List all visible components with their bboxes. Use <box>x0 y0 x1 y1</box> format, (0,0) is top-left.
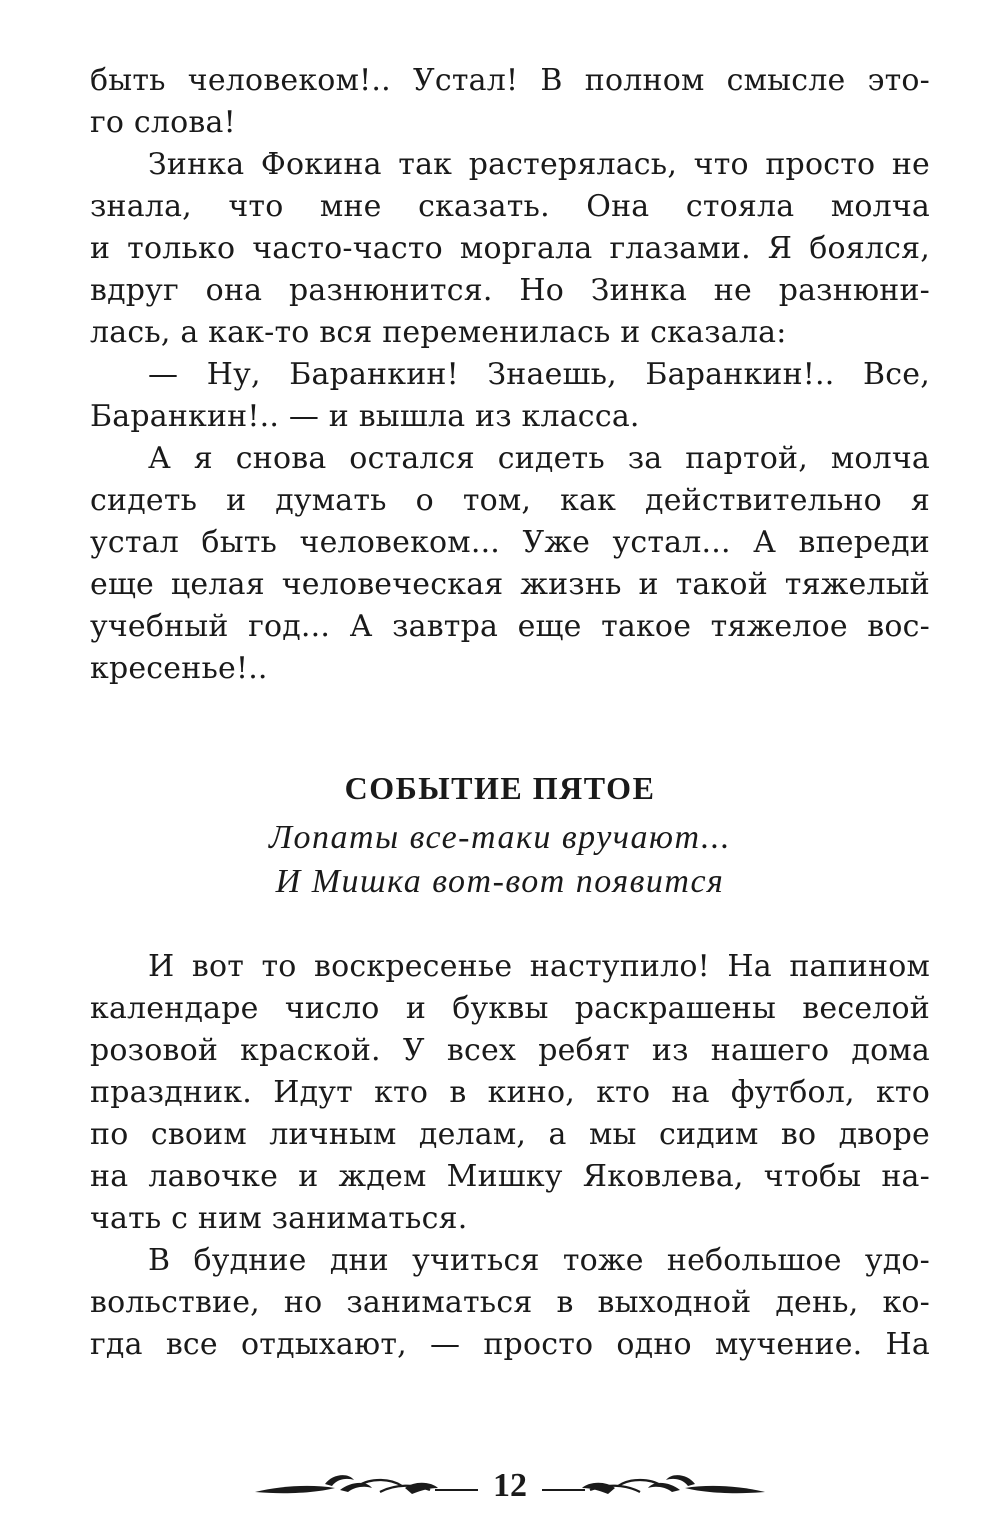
text-line: еще целая человеческая жизнь и такой тяжелый <box>90 567 930 602</box>
chapter-subtitle-line-2: И Мишка вот-вот появится <box>275 863 725 900</box>
text-line: — Ну, Баранкин! Знаешь, Баранкин!.. Все, <box>148 357 930 392</box>
text-line: В будние дни учиться тоже небольшое удо- <box>148 1243 930 1278</box>
text-line: на лавочке и ждем Мишку Яковлева, чтобы на- <box>90 1159 930 1194</box>
text-line: Баранкин!.. — и вышла из класса. <box>90 399 640 434</box>
text-line: по своим личным делам, а мы сидим во дворе <box>90 1117 930 1152</box>
page-number: 12 <box>493 1467 527 1504</box>
text-line: кресенье!.. <box>90 651 268 686</box>
text-line: праздник. Идут кто в кино, кто на футбол, кто <box>90 1075 930 1110</box>
text-line: И вот то воскресенье наступило! На папином <box>148 949 930 984</box>
text-line: Зинка Фокина так растерялась, что просто не <box>148 147 930 182</box>
text-line: календаре число и буквы раскрашены веселой <box>90 991 930 1026</box>
text-line: гда все отдыхают, — просто одно мучение. На <box>90 1327 930 1362</box>
text-line: вдруг она разнюнится. Но Зинка не разнюни- <box>90 273 930 308</box>
text-line: А я снова остался сидеть за партой, молча <box>148 441 930 476</box>
text-line: сидеть и думать о том, как действительно я <box>90 483 930 518</box>
text-line: вольствие, но заниматься в выходной день, ко- <box>90 1285 930 1320</box>
chapter-title: СОБЫТИЕ ПЯТОЕ <box>344 770 656 806</box>
text-line: лась, а как-то вся переменилась и сказала: <box>90 315 787 350</box>
chapter-subtitle-line-1: Лопаты все-таки вручают... <box>269 819 731 856</box>
text-line: розовой краской. У всех ребят из нашего дома <box>90 1033 930 1068</box>
text-line: знала, что мне сказать. Она стояла молча <box>90 189 930 224</box>
text-line: учебный год... А завтра еще такое тяжелое вос- <box>90 609 930 644</box>
page-footer <box>240 1462 780 1512</box>
text-line: и только часто-часто моргала глазами. Я боялся, <box>90 231 930 266</box>
text-line: быть человеком!.. Устал! В полном смысле это- <box>90 63 930 98</box>
text-line: го слова! <box>90 105 236 140</box>
text-line: устал быть человеком... Уже устал... А впереди <box>90 525 930 560</box>
text-line: чать с ним заниматься. <box>90 1201 468 1236</box>
